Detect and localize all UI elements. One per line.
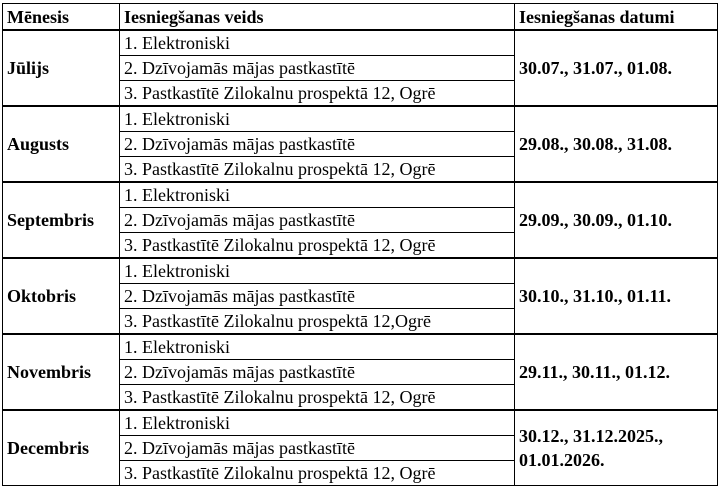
- method-cell: 1. Elektroniski: [120, 30, 515, 56]
- dates-cell: 30.10., 31.10., 01.11.: [515, 258, 718, 334]
- dates-cell: 29.09., 30.09., 01.10.: [515, 182, 718, 258]
- table-row: [3, 334, 718, 360]
- dates-cell: 29.11., 30.11., 01.12.: [515, 334, 718, 410]
- table-row: [3, 182, 718, 208]
- method-cell: 3. Pastkastītē Zilokalnu prospektā 12,Ogrē: [120, 309, 515, 335]
- method-cell: 3. Pastkastītē Zilokalnu prospektā 12, Ogrē: [120, 233, 515, 259]
- method-cell: 1. Elektroniski: [120, 106, 515, 132]
- table-row: [3, 30, 718, 56]
- table-row: [3, 410, 718, 436]
- table-row: [3, 258, 718, 284]
- month-cell: Oktobris: [3, 258, 120, 334]
- month-cell: Augusts: [3, 106, 120, 182]
- method-cell: 2. Dzīvojamās mājas pastkastītē: [120, 436, 515, 461]
- month-cell: Septembris: [3, 182, 120, 258]
- method-cell: 2. Dzīvojamās mājas pastkastītē: [120, 284, 515, 309]
- method-cell: 1. Elektroniski: [120, 258, 515, 284]
- method-cell: 3. Pastkastītē Zilokalnu prospektā 12, Ogrē: [120, 81, 515, 107]
- dates-cell: 29.08., 30.08., 31.08.: [515, 106, 718, 182]
- table-header: [3, 4, 718, 31]
- method-cell: 3. Pastkastītē Zilokalnu prospektā 12, Ogrē: [120, 385, 515, 411]
- submission-schedule-table: [2, 3, 718, 486]
- dates-cell: 30.12., 31.12.2025., 01.01.2026.: [515, 410, 718, 486]
- method-cell: 3. Pastkastītē Zilokalnu prospektā 12, Ogrē: [120, 157, 515, 183]
- method-cell: 2. Dzīvojamās mājas pastkastītē: [120, 132, 515, 157]
- method-cell: 2. Dzīvojamās mājas pastkastītē: [120, 208, 515, 233]
- method-cell: 1. Elektroniski: [120, 182, 515, 208]
- table-body: [3, 30, 718, 486]
- month-cell: Novembris: [3, 334, 120, 410]
- method-cell: 1. Elektroniski: [120, 410, 515, 436]
- method-cell: 1. Elektroniski: [120, 334, 515, 360]
- header-month: Mēnesis: [3, 4, 120, 31]
- month-cell: Jūlijs: [3, 30, 120, 106]
- header-dates: Iesniegšanas datumi: [515, 4, 718, 31]
- header-row: [3, 4, 718, 31]
- header-method: Iesniegšanas veids: [120, 4, 515, 31]
- month-cell: Decembris: [3, 410, 120, 486]
- method-cell: 2. Dzīvojamās mājas pastkastītē: [120, 56, 515, 81]
- method-cell: 3. Pastkastītē Zilokalnu prospektā 12, Ogrē: [120, 461, 515, 486]
- dates-cell: 30.07., 31.07., 01.08.: [515, 30, 718, 106]
- table-row: [3, 106, 718, 132]
- method-cell: 2. Dzīvojamās mājas pastkastītē: [120, 360, 515, 385]
